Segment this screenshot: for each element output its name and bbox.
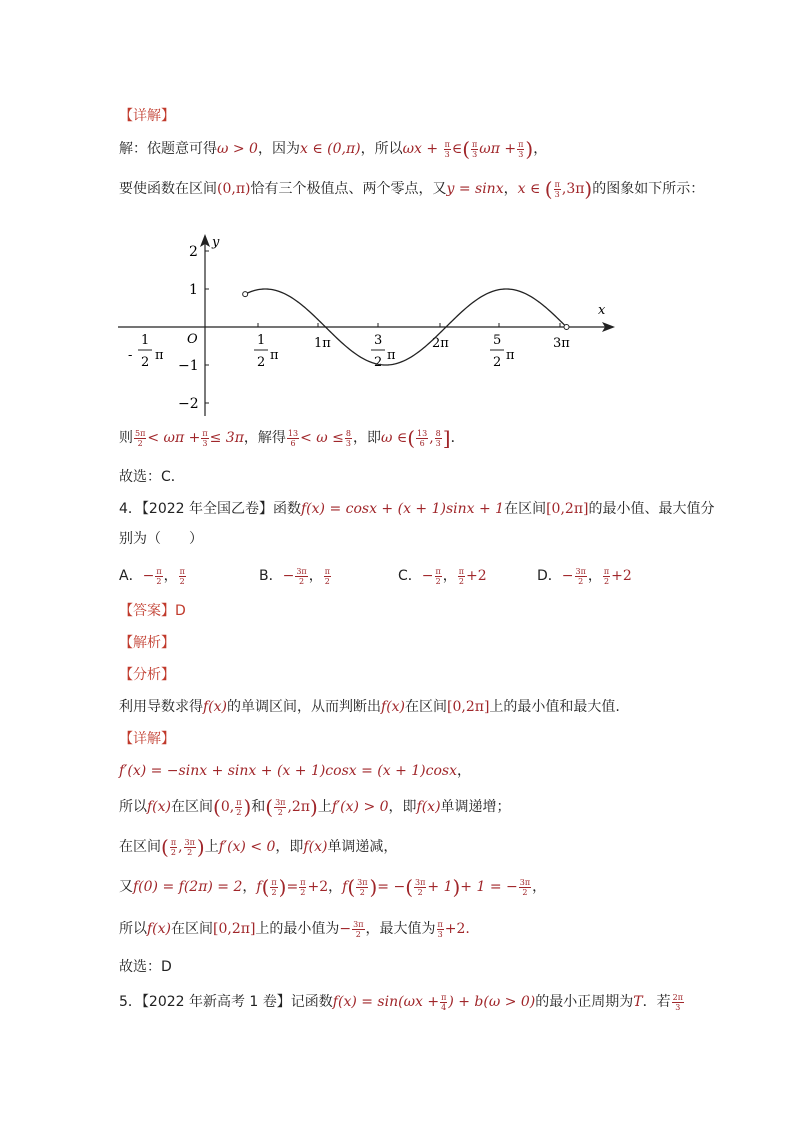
math: [0,2π]: [546, 501, 589, 517]
result-line: 所以f(x)在区间[0,2π]上的最小值为− $\frac{3\pi}{2}$ ，最大值为 $\frac{\pi}{3}$ +2.: [119, 919, 470, 939]
svg-text:π: π: [270, 348, 279, 363]
section-heading-jiexi: 【解析】: [119, 635, 175, 651]
text: 恰有三个极值点、两个零点，又: [250, 181, 447, 197]
svg-text:1: 1: [141, 333, 150, 348]
svg-text:2: 2: [257, 355, 266, 370]
question-4-line-2: 别为（ ）: [119, 531, 203, 547]
section-heading-detail: 【详解】: [119, 108, 175, 124]
math: ω > 0: [217, 141, 258, 157]
math: ωπ +: [479, 141, 517, 157]
math: x ∈: [517, 181, 541, 197]
x-tick-neg-half-pi: [128, 333, 164, 370]
text: ．: [450, 430, 465, 446]
text: 要使函数在区间: [119, 181, 217, 197]
derivative-line: f′(x) = −sinx + sinx + (x + 1)cosx = (x + 1)cosx，: [119, 763, 471, 779]
y-tick-neg2: −2: [178, 396, 199, 412]
fraction: $\frac{\pi}{3}$: [472, 139, 478, 159]
option-b[interactable]: B．− $\frac{3\pi}{2}$ ， $\frac{\pi}{2}$: [259, 566, 330, 586]
x-tick-2pi: 2π: [432, 336, 449, 351]
svg-text:2: 2: [493, 355, 502, 370]
y-tick-2: 2: [189, 244, 198, 260]
text: ，因为: [257, 141, 300, 157]
open-endpoint-end: [564, 325, 569, 330]
text: ，: [533, 141, 548, 157]
svg-text:π: π: [387, 348, 396, 363]
svg-text:π: π: [155, 348, 164, 363]
svg-text:-: -: [128, 348, 133, 363]
math: x ∈ (0,π): [299, 141, 361, 157]
math: 3π: [566, 181, 585, 197]
svg-text:2: 2: [141, 355, 150, 370]
text: ，即: [352, 430, 381, 446]
sine-graph: [110, 228, 620, 420]
fraction: $\frac{\pi}{3}$: [444, 139, 450, 159]
math: ≤ 3π: [209, 430, 244, 446]
y-axis-label: y: [212, 235, 220, 250]
option-a-label: A．: [119, 568, 143, 584]
fraction: $\frac{\pi}{3}$: [554, 179, 560, 199]
math: f(x) = cosx + (x + 1)sinx + 1: [301, 501, 505, 517]
option-d[interactable]: D．− $\frac{3\pi}{2}$ ， $\frac{\pi}{2}$ +2: [537, 566, 632, 586]
svg-text:1: 1: [257, 333, 266, 348]
option-a[interactable]: A．− $\frac{\pi}{2}$ ， $\frac{\pi}{2}$: [119, 566, 185, 586]
svg-text:5: 5: [493, 333, 502, 348]
math: (0,π): [217, 181, 251, 197]
x-tick-1pi: 1π: [314, 336, 331, 351]
question-5-line-1: 5．【2022 年新高考 1 卷】记函数f(x) = sin(ωx + $\frac{\pi}{4}$ ) + b(ω > 0)的最小正周期为T．若 $\frac{2\pi}{3}$: [119, 992, 683, 1012]
origin-label: O: [187, 332, 198, 347]
open-endpoint-start: [243, 292, 248, 297]
math: < ωπ +: [147, 430, 201, 446]
fraction: $\frac{8}{3}$: [345, 428, 351, 448]
y-tick-1: 1: [189, 282, 198, 298]
answer-line-1: 故选：C．: [119, 469, 185, 485]
text: ，: [503, 181, 518, 197]
increasing-line: 所以f(x)在区间(0, $\frac{\pi}{2}$ )和( $\frac{3\pi}{2}$ ,2π)上f′(x) > 0，即f(x)单调递增；: [119, 795, 511, 819]
answer-line-2: 故选：D: [119, 959, 172, 975]
solution-line-3: 则 $\frac{5\pi}{2}$ < ωπ + $\frac{\pi}{3}$ ≤ 3π，解得 $\frac{13}{6}$ < ω ≤ $\frac{8}{3}$ ，即ω ∈( $\frac{13}{6}$ , $\frac{8}{3}$ ]．: [119, 426, 465, 450]
solution-line-2: 要使函数在区间(0,π)恰有三个极值点、两个零点，又y = sinx，x ∈ ( $\frac{\pi}{3}$ ,3π)的图象如下所示：: [119, 177, 705, 201]
fraction: $\frac{8}{3}$: [435, 428, 441, 448]
text: ，解得: [243, 430, 286, 446]
svg-text:3: 3: [374, 333, 383, 348]
svg-text:2: 2: [374, 355, 383, 370]
solution-line-1: 解：依题意可得ω > 0，因为x ∈ (0,π)，所以ωx + $\frac{\pi}{3}$ ∈( $\frac{\pi}{3}$ ωπ + $\frac{\pi}{3}$ )，: [119, 137, 548, 161]
question-4-line-1: [119, 499, 714, 519]
text: 解：依题意可得: [119, 141, 217, 157]
answer-tag: 【答案】D: [119, 603, 186, 619]
option-d-label: D．: [537, 568, 562, 584]
decreasing-line: 在区间( $\frac{\pi}{2}$ , $\frac{3\pi}{2}$ )上f′(x) < 0，即f(x)单调递减，: [119, 835, 398, 859]
fraction: $\frac{\pi}{3}$: [202, 428, 208, 448]
text: 4．【2022 年全国乙卷】函数: [119, 501, 301, 517]
x-axis-label: x: [598, 303, 606, 318]
text: 的图象如下所示：: [592, 181, 705, 197]
fraction: $\frac{5\pi}{2}$: [135, 428, 146, 448]
option-c[interactable]: C．− $\frac{\pi}{2}$ ， $\frac{\pi}{2}$ +2: [398, 566, 487, 586]
text: 则: [119, 430, 133, 446]
math: ∈: [451, 141, 463, 157]
math: < ω ≤: [300, 430, 344, 446]
math: ωx +: [402, 141, 439, 157]
text: 的最小值、最大值分: [588, 501, 715, 517]
text: ，所以: [360, 141, 403, 157]
fraction: $\frac{13}{6}$: [417, 428, 428, 448]
option-b-label: B．: [259, 568, 283, 584]
values-line: 又f(0) = f(2π) = 2，f( $\frac{\pi}{2}$ )= $\frac{\pi}{2}$ +2，f( $\frac{3\pi}{2}$ )= −( $\frac{3\pi}{2}$ + 1)+ 1 = − $\frac{3\pi}{2}$ ，: [119, 875, 547, 899]
analysis-line: 利用导数求得f(x)的单调区间，从而判断出f(x)在区间[0,2π]上的最小值和最大值.: [119, 699, 620, 715]
x-tick-five-half-pi: [490, 333, 515, 370]
fraction: $\frac{13}{6}$: [287, 428, 299, 448]
text: 在区间: [504, 501, 547, 517]
math: ω ∈: [380, 430, 408, 446]
option-c-label: C．: [398, 568, 422, 584]
svg-text:π: π: [506, 348, 515, 363]
section-heading-fenxi: 【分析】: [119, 667, 175, 683]
x-tick-half-pi: [254, 333, 279, 370]
section-heading-detail-2: 【详解】: [119, 731, 175, 747]
fraction: $\frac{\pi}{3}$: [518, 139, 524, 159]
y-tick-neg1: −1: [178, 358, 199, 374]
x-tick-3pi: 3π: [553, 336, 570, 351]
math: y = sinx: [446, 181, 504, 197]
